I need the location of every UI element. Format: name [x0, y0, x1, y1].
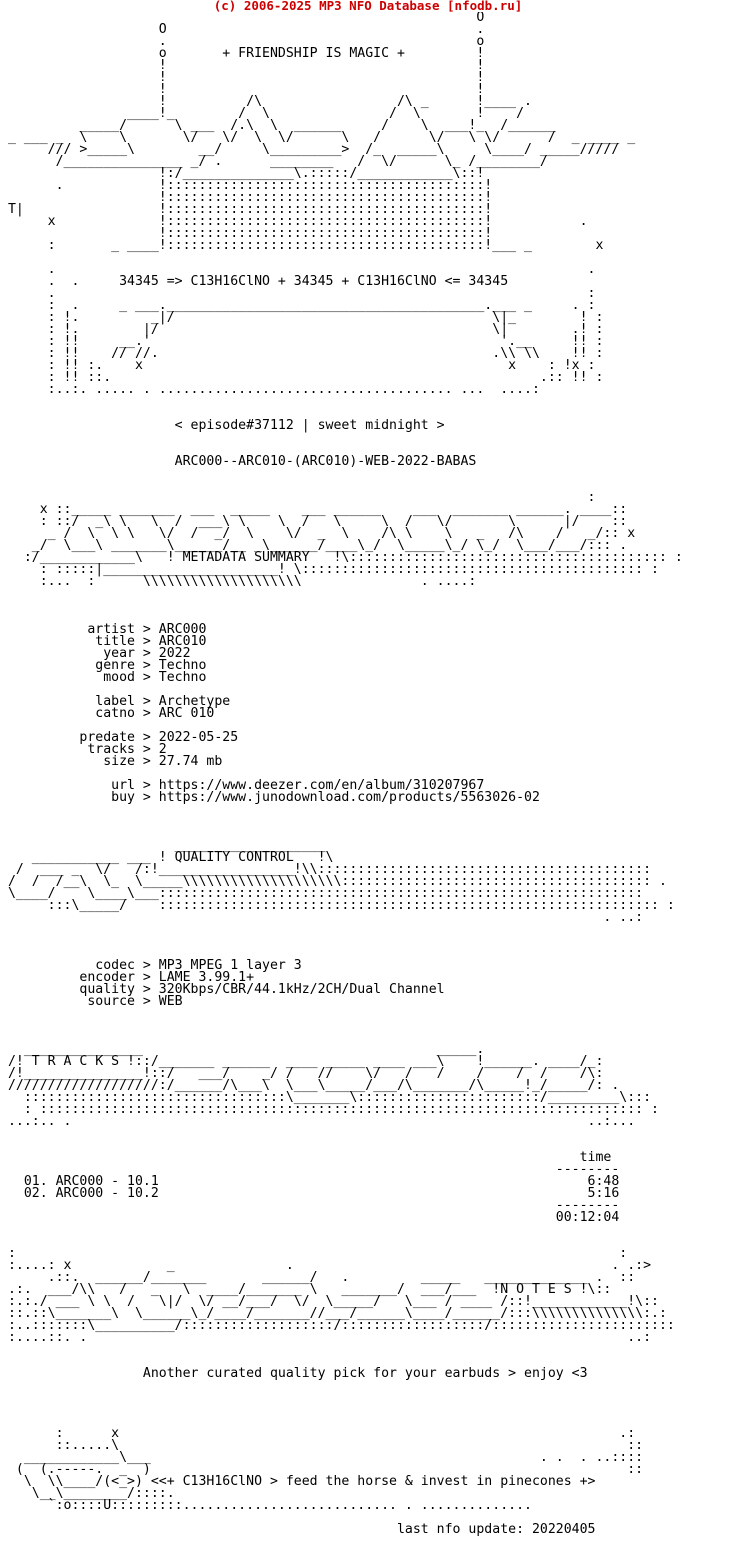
- nfo-line: _____/ \ ___ /.\ \ ______ / \ ___!_ /______: [0, 118, 556, 133]
- nfo-line: [0, 804, 736, 816]
- nfo-line: . :: [0, 286, 596, 301]
- nfo-line: ARC000--ARC010-(ARC010)-WEB-2022-BABAS: [0, 454, 477, 469]
- nfo-line: O .: [0, 22, 485, 37]
- nfo-line: : !. |/ \| .! :: [0, 322, 604, 337]
- nfo-line: : x .:: [0, 1426, 636, 1441]
- nfo-line: : :::::|______________________! \::::::::::::::::::::::::::::::::::::::::::: :: [0, 562, 659, 577]
- nfo-line: [0, 432, 736, 444]
- nfo-line: [0, 924, 736, 936]
- nfo-line: ! /\ /\ _ !____ .: [0, 94, 532, 109]
- nfo-line: [0, 468, 736, 480]
- nfo-line: `:o::::U:::::::::........................... . ..............: [0, 1498, 532, 1513]
- nfo-line: _ / \ \ \ \/ / _/ \ \/ _ \ /\ \ \ _ /\ / _/:: x: [0, 526, 636, 541]
- nfo-line: : !! ::. .:: !! :: [0, 370, 604, 385]
- nfo-line: source > WEB: [0, 994, 183, 1009]
- nfo-line: url > https://www.deezer.com/en/album/310207967: [0, 778, 485, 793]
- nfo-line: _/ \___\ _______\______/__ _\______/____\_/ \_____\_/ \_/ \___/___/::: .: [0, 538, 628, 553]
- nfo-line: . ..:: [0, 910, 644, 925]
- nfo-line: / / /__\ \_ \_____\\\\\\\\\\\\\\\\\\\\::::::::::::::::::::::::::::::::::::::: .: [0, 874, 667, 889]
- nfo-line: _______________ _____.: [0, 1042, 485, 1057]
- nfo-line: : !! :. x x : !x :: [0, 358, 596, 373]
- nfo-line: _ ___ _ \ \ \/ \/ \ \/ \ / \/ \ \/ / _ ____ _: [0, 130, 636, 145]
- nfo-line: . . 34345 => C13H16ClNO + 34345 + C13H16ClNO <= 34345: [0, 274, 509, 289]
- nfo-line: [0, 1128, 736, 1140]
- nfo-line: [0, 1224, 736, 1236]
- nfo-line: / ___ _ \/ /:!_________________!\\::::::::::::::::::::::::::::::::::::::::::: [0, 862, 652, 877]
- nfo-line: :: [0, 490, 596, 505]
- nfo-line: label > Archetype: [0, 694, 231, 709]
- nfo-line: :... : \\\\\\\\\\\\\\\\\\\\ . ....:: [0, 574, 477, 589]
- nfo-line: time: [0, 1150, 612, 1165]
- nfo-line: : !. _|/ \|_ ! :: [0, 310, 604, 325]
- nfo-line: /// >_____\ __/ \_________> /_ _____\ \____/ _____/////: [0, 142, 620, 157]
- nfo-line: : ::/ _\ \ \ / ___\ \ \ / \ \ / \/ \ |/ ::: [0, 514, 628, 529]
- nfo-line: predate > 2022-05-25: [0, 730, 239, 745]
- nfo-line: size > 27.74 mb: [0, 754, 223, 769]
- nfo-line: encoder > LAME 3.99.1+: [0, 970, 255, 985]
- nfo-line: : !! __.' '.__ !! :: [0, 334, 604, 349]
- nfo-line: : . _ ___.________________________________________.___ _ . :: [0, 298, 596, 313]
- nfo-line: last nfo update: 20220405: [0, 1522, 596, 1536]
- nfo-line: o + FRIENDSHIP IS MAGIC + !: [0, 46, 485, 61]
- nfo-line: [0, 1008, 736, 1020]
- nfo-line: \____/ \____\___:::::::::::::::::::::::::::::::::::::::::::::::::::::::::::::: [0, 886, 644, 901]
- nfo-line: /_______________ _/ . ________ / \/ \_ /________/: [0, 154, 548, 169]
- nfo-line: \ \\____/(<_>) <<+ C13H16ClNO > feed the horse & invest in pinecones +>: [0, 1474, 596, 1489]
- nfo-line: : _ ____!::::::::::::::::::::::::::::::::::::::::!___ _ x: [0, 238, 604, 253]
- nfo-line: title > ARC010: [0, 634, 207, 649]
- nfo-line: :..:. ..... . ..................................... ... ....:: [0, 382, 540, 397]
- nfo-line: :.:./ ___ \ \ / \|/ \/ __/___/ \/ \_____/ \___ / ____ /::!____________!\::: [0, 1294, 659, 1309]
- nfo-line: ____!_ / \ / \ ! /: [0, 106, 525, 121]
- nfo-line: x !::::::::::::::::::::::::::::::::::::::::! .: [0, 214, 588, 229]
- nfo-line: quality > 320Kbps/CBR/44.1kHz/2CH/Dual Channel: [0, 982, 445, 997]
- nfo-line: < episode#37112 | sweet midnight >: [0, 418, 445, 433]
- nfo-line: Another curated quality pick for your earbuds > enjoy <3: [0, 1366, 588, 1381]
- nfo-line: ! !: [0, 82, 485, 97]
- nfo-line: buy > https://www.junodownload.com/products/5563026-02: [0, 790, 540, 805]
- nfo-line: x ::_____ _______ ___ _____ ___ ______ ___ _______ ______. ____::: [0, 502, 628, 517]
- nfo-line: [0, 396, 736, 408]
- nfo-line: ///////////////////:/______/\___\ \___\_____/___/\_______/\_____!_/_____/: .: [0, 1078, 620, 1093]
- nfo-line: ____________\___ . . . ..::::: [0, 1450, 644, 1465]
- nfo-line: 02. ARC000 - 10.2 5:16: [0, 1186, 620, 1201]
- nfo-line: O: [0, 12, 485, 25]
- nfo-line: . .: [0, 262, 596, 277]
- nfo-line: !::::::::::::::::::::::::::::::::::::::::!: [0, 190, 493, 205]
- nfo-line: : :::::::::::::::::::::::::::::::::::::::::::::::::::::::::::::::::::::::::::: :: [0, 1102, 659, 1117]
- nfo-line: [0, 1392, 736, 1404]
- nfo-line: ::.::\_______\ \______\_/____/_______//___/______\____/______/:::\\\\\\\\\\\\\\:.:: [0, 1306, 667, 1321]
- nfo-line: .:. ___/\\ / _ \ ____/_______ \ _______/ ___/___ !N O T E S !\::: [0, 1282, 612, 1297]
- nfo-line: . o: [0, 34, 485, 49]
- nfo-line: :/____________\ ! METADATA SUMMARY !\:::::::::::::::::::::::::::::::::::::::: :: [0, 550, 683, 565]
- nfo-line: 01. ARC000 - 10.1 6:48: [0, 1174, 620, 1189]
- nfo-line: :....::. . ..:: [0, 1330, 652, 1345]
- nfo-line: /! T R A C K S !::/_______ ______ ____ _____ ____ ___\ !______. ____/_:: [0, 1054, 604, 1069]
- nfo-line: : !! // //. .\\ \\ !! :: [0, 346, 604, 361]
- nfo-line: /!_______________!::/ ___/ _/ / // \/ / / / / / /\:: [0, 1066, 604, 1081]
- nfo-line: artist > ARC000: [0, 622, 207, 637]
- site-copyright-header: (c) 2006-2025 MP3 NFO Database [nfodb.ru]: [213, 0, 523, 13]
- nfo-line: [0, 936, 736, 948]
- nfo-line: :....: x _ . . .:>: [0, 1258, 652, 1273]
- nfo-line: [0, 600, 736, 612]
- nfo-line: 00:12:04: [0, 1210, 620, 1225]
- nfo-line: :::::::::::::::::::::::::::::::::\_______\:::::::::::::::::::::::/_________\:::: [0, 1090, 652, 1105]
- nfo-line: year > 2022: [0, 646, 191, 661]
- nfo-line: catno > ARC 010: [0, 706, 215, 721]
- nfo-line: mood > Techno: [0, 670, 207, 685]
- nfo-line: [0, 1020, 736, 1032]
- nfo-line: --------: [0, 1162, 620, 1177]
- nfo-line: : :: [0, 1246, 628, 1261]
- nfo-line: [0, 1380, 736, 1392]
- nfo-line: !:/______________\.:::::/____________\::!: [0, 166, 485, 181]
- nfo-line: [0, 1344, 736, 1356]
- nfo-line: :..:::::::\__________/:::::::::::::::::::/::::::::::::::::::/:::::::::::::::::::::::: [0, 1318, 675, 1333]
- nfo-line: T| !::::::::::::::::::::::::::::::::::::::::!: [0, 202, 493, 217]
- nfo-line: :::\_____/ ::::::::::::::::::::::::::::::::::::::::::::::::::::::::::::::: :: [0, 898, 675, 913]
- nfo-line: !::::::::::::::::::::::::::::::::::::::::!: [0, 226, 493, 241]
- nfo-line: \__\________/::::.: [0, 1486, 175, 1501]
- nfo-line: ( (.-----. _ ) ::: [0, 1462, 644, 1477]
- nfo-line: ::.....\ ::: [0, 1438, 644, 1453]
- nfo-line: ___________ ___ ! QUALITY CONTROL !\: [0, 850, 334, 865]
- nfo-line: ! !: [0, 70, 485, 85]
- nfo-line: ! !: [0, 58, 485, 73]
- nfo-ascii-document: [0, 12, 736, 1536]
- nfo-line: [0, 1404, 736, 1416]
- nfo-line: . !::::::::::::::::::::::::::::::::::::::::!: [0, 178, 493, 193]
- nfo-line: .::. ______/_______ ______/ . _____ _____________ . ::: [0, 1270, 636, 1285]
- nfo-line: tracks > 2: [0, 742, 167, 757]
- nfo-line: ...:.. . ..:...: [0, 1114, 636, 1129]
- nfo-line: ___________________: [0, 838, 326, 853]
- nfo-line: [0, 816, 736, 828]
- nfo-line: --------: [0, 1198, 620, 1213]
- nfo-line: genre > Techno: [0, 658, 207, 673]
- nfo-line: [0, 588, 736, 600]
- nfo-line: codec > MP3 MPEG 1 layer 3: [0, 958, 302, 973]
